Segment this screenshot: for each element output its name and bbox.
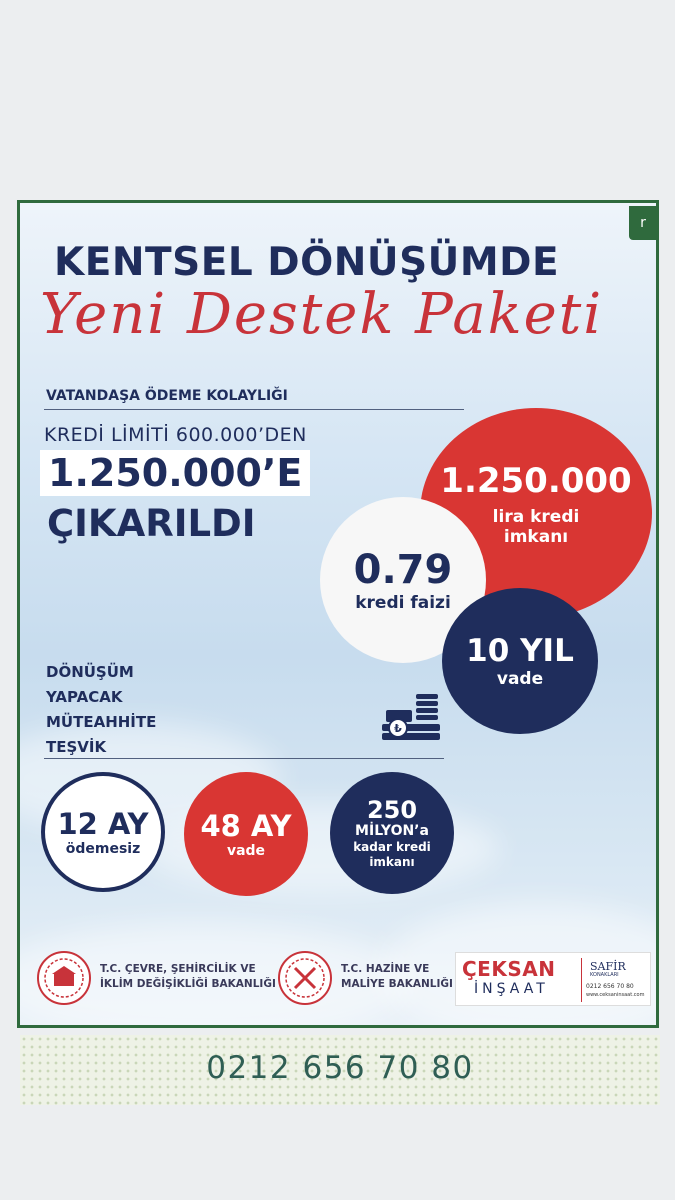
ministry-env-line1: T.C. ÇEVRE, ŞEHİRCİLİK VE: [100, 963, 256, 975]
safir-name: SAFİR: [590, 960, 626, 973]
svg-text:₺: ₺: [394, 722, 402, 735]
divider: [44, 409, 464, 410]
contractor-line1: DÖNÜŞÜM: [46, 663, 134, 681]
term48-label: vade: [226, 843, 266, 859]
rate-label: kredi faizi: [355, 593, 451, 613]
footer-phone[interactable]: 0212 656 70 80: [206, 1050, 474, 1086]
loan-line2: imkanı: [503, 527, 569, 547]
term-circle: [442, 588, 598, 734]
logo-divider: [581, 958, 582, 1002]
ceksan-name: ÇEKSAN: [462, 957, 556, 981]
ministry-treasury-seal-icon: [277, 950, 333, 1006]
credit250-line3: imkanı: [369, 854, 415, 869]
safir-phone: 0212 656 70 80: [586, 983, 634, 990]
contractor-incentive: [46, 660, 246, 760]
loan-amount: 1.250.000: [440, 461, 632, 501]
term48-value: 48 AY: [200, 809, 292, 843]
credit250-circle: [330, 772, 454, 894]
ministry-env-text: [100, 962, 276, 992]
poster-title: KENTSEL DÖNÜŞÜMDE: [54, 240, 560, 285]
ministry-treasury-text: [341, 962, 453, 992]
ministry-env-line2: İKLİM DEĞİŞİKLİĞİ BAKANLIĞI: [100, 978, 276, 990]
term-value: 10 YIL: [466, 633, 574, 669]
loan-line1: lira kredi: [492, 507, 580, 527]
ceksan-logo: [455, 952, 651, 1006]
grace-circle: [41, 772, 165, 892]
ministry-env-seal-icon: [36, 950, 92, 1006]
contractor-line3: MÜTEAHHİTE: [46, 713, 157, 731]
ministry-treasury-line2: MALİYE BAKANLIĞI: [341, 978, 453, 990]
rate-value: 0.79: [353, 547, 453, 593]
money-stack-icon: [380, 690, 442, 746]
corner-badge: r: [629, 206, 657, 240]
credit250-value: 250: [366, 795, 418, 824]
citizen-subhead: VATANDAŞA ÖDEME KOLAYLIĞI: [46, 388, 288, 404]
ministry-treasury-line1: T.C. HAZİNE VE: [341, 963, 430, 975]
safir-web: www.ceksaninsaat.com: [586, 992, 645, 998]
grace-label: ödemesiz: [65, 841, 141, 857]
divider-2: [44, 758, 444, 759]
credit250-line2: kadar kredi: [353, 839, 431, 854]
term48-circle: [184, 772, 308, 896]
raised-text: ÇIKARILDI: [47, 502, 256, 545]
limit-line: KREDİ LİMİTİ 600.000’DEN: [44, 424, 307, 446]
contractor-line2: YAPACAK: [46, 688, 123, 706]
big-amount: 1.250.000’E: [48, 451, 303, 495]
contractor-line4: TEŞVİK: [46, 738, 107, 756]
credit250-line1: MİLYON’a: [355, 822, 429, 839]
ceksan-sub: İNŞAAT: [474, 981, 549, 997]
big-amount-box: [40, 450, 310, 496]
grace-value: 12 AY: [57, 807, 149, 841]
safir-sub: KONAKLARI: [590, 972, 619, 978]
term-label: vade: [496, 669, 544, 689]
poster-script-title: Yeni Destek Paketi: [40, 282, 604, 347]
